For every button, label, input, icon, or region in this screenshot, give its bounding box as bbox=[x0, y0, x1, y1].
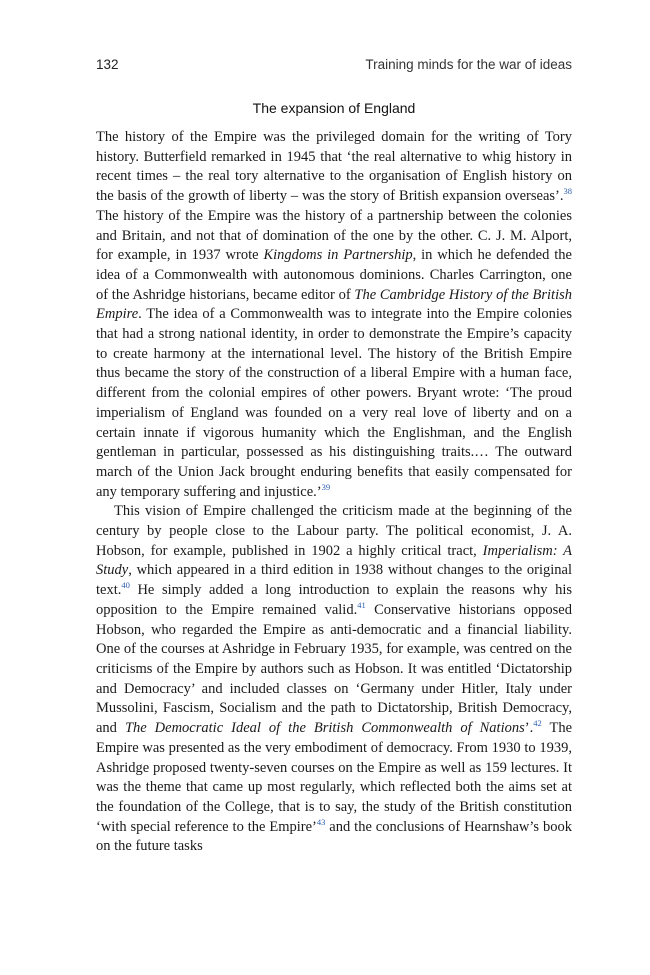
footnote-marker: 43 bbox=[316, 816, 326, 827]
section-heading: The expansion of England bbox=[252, 100, 416, 116]
text-run: The Empire was presented as the very embodiment of democracy. From 1930 to 1939, Ashridge proposed twenty-seven courses on the Empire as well as 159 lectures. It was the theme that came up most regularly, which reflected both the aims set at the foundation of the College, that is to say, the study of the British constitution ‘with special reference to the Empire’ bbox=[96, 720, 573, 835]
running-title: Training minds for the war of ideas bbox=[365, 57, 572, 72]
italic-title: Kingdoms in Partnership bbox=[263, 247, 413, 264]
text-run: . The idea of a Commonwealth was to integrate into the Empire colonies that had a strong national identity, in order to demonstrate the Empire’s capacity to create harmony at the international level. The history of the British Empire thus became the story of the construction of a liberal Empire with a human face, different from the colonial empires of other powers. Bryant wrote: ‘The proud imperialism of England was founded on a very real love of liberty and on a certain innate if vigorous humanity which the Englishman, and the English gentleman in particular, possessed as his distinguishing traits.… The outward march of the Union Jack brought enduring benefits that easily compensated for any temporary suffering and injustice.’ bbox=[96, 306, 572, 500]
paragraph-2 bbox=[96, 502, 572, 857]
paragraph-1 bbox=[96, 128, 572, 502]
footnote-marker: 38 bbox=[563, 186, 572, 197]
footnote-marker: 40 bbox=[121, 580, 130, 591]
text-run: , in which he defended the idea of a Commonwealth with autonomous dominions. Charles Carrington, one of the Ashridge historians, became editor of bbox=[96, 247, 572, 303]
footnote-marker: 41 bbox=[357, 600, 366, 611]
page-number: 132 bbox=[96, 57, 119, 72]
text-run: and the conclusions of Hearnshaw’s book on the future tasks bbox=[96, 818, 572, 855]
italic-title: The Democratic Ideal of the British Commonwealth of Nations bbox=[124, 720, 525, 737]
footnote-marker: 42 bbox=[533, 718, 542, 729]
body-text bbox=[96, 128, 572, 857]
footnote-marker: 39 bbox=[321, 481, 331, 492]
text-run: The history of the Empire was the history of a partnership between the colonies and Britain, and not that of domination of the one by the other. C. J. M. Alport, for example, in 1937 wrote bbox=[96, 207, 572, 264]
italic-title: The Cambridge History of the British Empire bbox=[96, 286, 572, 323]
text-run: ’. bbox=[524, 720, 534, 737]
text-run: He simply added a long introduction to explain the reasons why his opposition to the Empire remained valid. bbox=[96, 582, 572, 618]
text-run: This vision of Empire challenged the criticism made at the beginning of the century by people close to the Labour party. The political economist, J. A. Hobson, for example, published in 1902 a highly critical tract, bbox=[96, 503, 572, 559]
italic-title: Imperialism: A Study bbox=[96, 542, 572, 579]
running-header bbox=[96, 57, 572, 72]
text-run: The history of the Empire was the privileged domain for the writing of Tory history. Butterfield remarked in 1945 that ‘the real alternative to whig history in recent times – the real tory alternative to the organisation of English history on the basis of the growth of liberty – was the story of British expansion overseas’. bbox=[96, 129, 572, 205]
text-run: , which appeared in a third edition in 1938 without changes to the original text. bbox=[96, 562, 572, 599]
text-run: Conservative historians opposed Hobson, who regarded the Empire as anti-democratic and a financial liability. One of the courses at Ashridge in February 1935, for example, was centred on the criticisms of the Empire by authors such as Hobson. It was entitled ‘Dictatorship and Democracy’ and included classes on ‘Germany under Hitler, Italy under Mussolini, Fascism, Socialism and the path to Dictatorship, British Democracy, and bbox=[96, 601, 572, 737]
